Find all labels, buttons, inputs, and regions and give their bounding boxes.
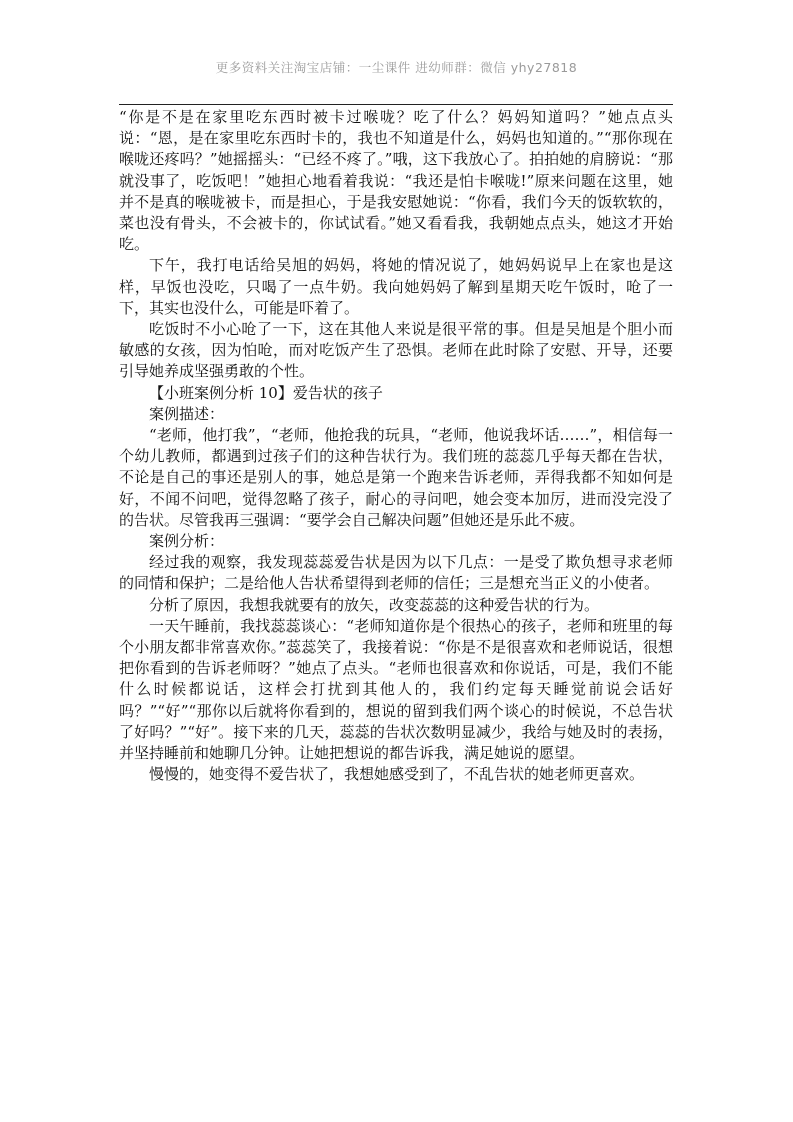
case-description-label: 案例描述： xyxy=(149,404,225,423)
section-heading: 【小班案例分析 10】爱告状的孩子 xyxy=(149,383,383,402)
paragraph-plan: 分析了原因，我想我就要有的放矢，改变蕊蕊的这种爱告状的行为。 xyxy=(149,595,600,614)
paragraph-case-description: “老师，他打我”，“老师，他抢我的玩具，“老师，他说我坏话……”，相信每一个幼儿教师，都遇到过孩子们的这种告状行为。我们班的蕊蕊几乎每天都在告状，不论是自己的事还是别人的事，她总是第一个跑来告诉老师，弄得我都不知如何是好，不闻不问吧，觉得忽略了孩子，耐心的寻问吧，她会变本加厉，进而没完没了的告状。尽管我再三强调：“要学会自己解决问题”但她还是乐此不疲。 xyxy=(119,426,673,529)
paragraph-conclusion: 慢慢的，她变得不爱告状了，我想她感受到了，不乱告状的她老师更喜欢。 xyxy=(149,765,645,784)
paragraph-2: 下午，我打电话给吴旭的妈妈，将她的情况说了，她妈妈说早上在家也是这样，早饭也没吃，只喝了一点牛奶。我向她妈妈了解到星期天吃午饭时，呛了一下，其实也没什么，可能是吓着了。 xyxy=(119,256,673,317)
document-body xyxy=(119,107,673,786)
paragraph-conversation: 一天午睡前，我找蕊蕊谈心：“老师知道你是个很热心的孩子，老师和班里的每个小朋友都非常喜欢你。”蕊蕊笑了，我接着说：“你是不是很喜欢和老师说话，很想把你看到的告诉老师呀？”她点了点头。“老师也很喜欢和你说话，可是，我们不能什么时候都说话，这样会打扰到其他人的，我们约定每天睡觉前说会话好吗？”“好”“那你以后就将你看到的，想说的留到我们两个谈心的时候说，不总告状了好吗？”“好”。接下来的几天，蕊蕊的告状次数明显减少，我给与她及时的表扬，并坚持睡前和她聊几分钟。让她把想说的都告诉我，满足她说的愿望。 xyxy=(119,616,673,763)
page-header: 更多资料关注淘宝店铺：一尘课件 进幼师群：微信 yhy27818 xyxy=(215,60,578,75)
case-analysis-label: 案例分析： xyxy=(149,532,225,551)
paragraph-1: “你是不是在家里吃东西时被卡过喉咙？吃了什么？妈妈知道吗？”她点点头说：“恩，是在家里吃东西时卡的，我也不知道是什么，妈妈也知道的。”“那你现在喉咙还疼吗？”她摇摇头：“已经不疼了。”哦，这下我放心了。拍拍她的肩膀说：“那就没事了，吃饭吧！”她担心地看着我说：“我还是怕卡喉咙!”原来问题在这里，她并不是真的喉咙被卡，而是担心，于是我安慰她说：“你看，我们今天的饭软软的，菜也没有骨头，不会被卡的，你试试看。”她又看看我，我朝她点点头，她这才开始吃。 xyxy=(119,108,673,254)
paragraph-3: 吃饭时不小心呛了一下，这在其他人来说是很平常的事。但是吴旭是个胆小而敏感的女孩，因为怕呛，而对吃饭产生了恐惧。老师在此时除了安慰、开导，还要引导她养成坚强勇敢的个性。 xyxy=(119,320,673,381)
paragraph-observation: 经过我的观察，我发现蕊蕊爱告状是因为以下几点：一是受了欺负想寻求老师的同情和保护；二是给他人告状希望得到老师的信任；三是想充当正义的小使者。 xyxy=(119,553,673,593)
header-rule xyxy=(119,104,673,105)
